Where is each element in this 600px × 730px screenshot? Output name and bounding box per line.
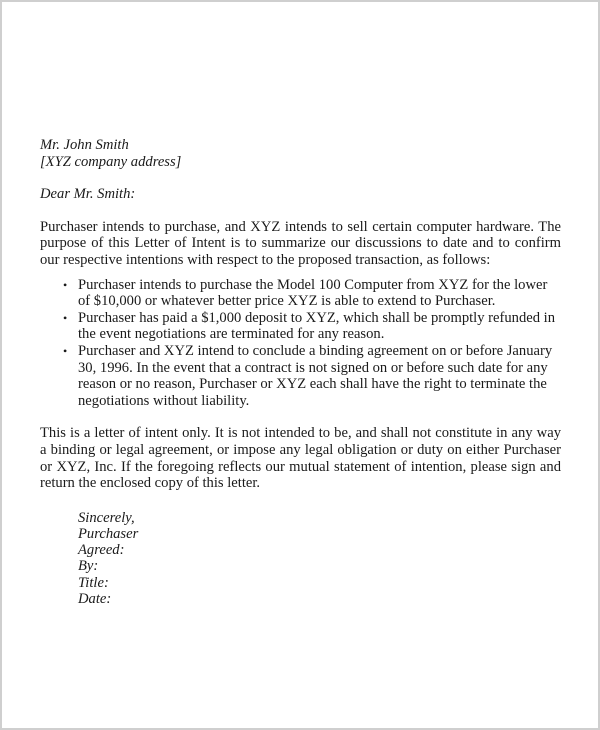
letter-content — [40, 137, 561, 607]
signature-block — [40, 510, 561, 607]
recipient-address: [XYZ company address] — [40, 153, 182, 170]
signer-name: Purchaser — [78, 525, 139, 542]
terms-list-item — [63, 342, 561, 409]
closing-paragraph: This is a letter of intent only. It is not intended to be, and shall not constitute in any way a binding or legal agreement, or impose any legal obligation or duty on either Purchaser or XYZ, Inc. If the foregoing reflects our mutual statement of intention, please sign and return the enclosed copy of this letter. — [40, 425, 561, 492]
date-label: Date: — [78, 590, 112, 607]
bullet-icon: • — [63, 277, 68, 292]
title-label: Title: — [78, 574, 109, 591]
salutation: Dear Mr. Smith: — [40, 186, 136, 203]
recipient-name: Mr. John Smith — [40, 137, 129, 153]
terms-list-item — [63, 309, 561, 343]
terms-list — [40, 277, 561, 410]
by-label: By: — [78, 558, 99, 575]
term-text: Purchaser and XYZ intend to conclude a binding agreement on or before January 30, 1996. In the event that a contract is not signed on or before such date for any reason or no reason, Purchaser or XYZ each shall have the right to terminate the negotiations without liability. — [78, 342, 553, 409]
recipient-block — [40, 137, 561, 170]
valediction: Sincerely, — [78, 509, 135, 526]
bullet-icon: • — [63, 343, 68, 358]
bullet-icon: • — [63, 310, 68, 325]
term-text: Purchaser intends to purchase the Model 100 Computer from XYZ for the lower of $10,000 or whatever better price XYZ is able to extend to Purchaser. — [78, 276, 548, 310]
agreed-label: Agreed: — [78, 542, 125, 559]
term-text: Purchaser has paid a $1,000 deposit to XYZ, which shall be promptly refunded in the event negotiations are terminated for any reason. — [78, 309, 556, 343]
intro-paragraph: Purchaser intends to purchase, and XYZ intends to sell certain computer hardware. The purpose of this Letter of Intent is to summarize our discussions to date and to confirm our respective intentions with respect to the proposed transaction, as follows: — [40, 218, 561, 268]
terms-list-item — [63, 276, 561, 310]
